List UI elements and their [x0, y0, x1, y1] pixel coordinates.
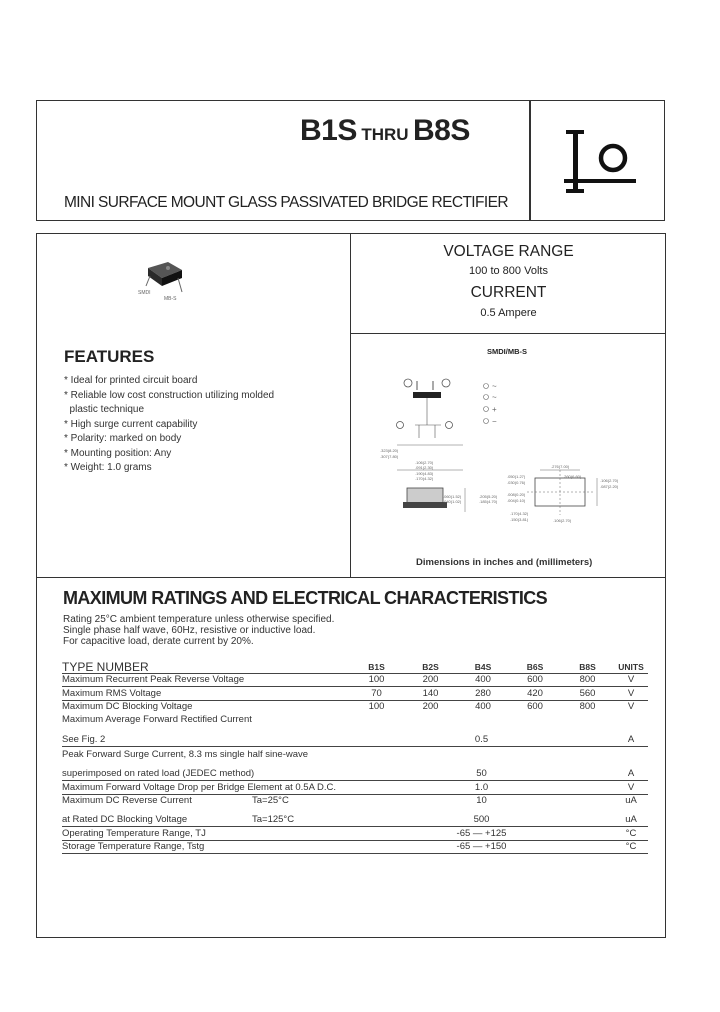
features-list: [64, 374, 274, 476]
table-row: [62, 673, 648, 687]
voltage-range-value: 100 to 800 Volts: [469, 265, 548, 277]
rating-notes: [63, 614, 334, 647]
table-row: [62, 726, 648, 747]
part-end: B8S: [412, 114, 470, 147]
package-label: SMDI/MB-S: [487, 347, 527, 356]
dim-text: .106(2.70): [553, 518, 572, 523]
table-row: [62, 794, 648, 807]
table-row: [62, 746, 648, 761]
dim-text: .323(8.20): [380, 448, 399, 453]
cell: 560: [561, 687, 614, 701]
row-label: Operating Temperature Range, TJ: [62, 827, 349, 841]
dim-text: .040(1.02): [443, 499, 462, 504]
cell: [349, 713, 614, 726]
table-row: [62, 840, 648, 854]
thru-label: THRU: [361, 125, 409, 144]
feature-item: * Reliable low cost construction utilizing molded: [64, 389, 275, 401]
column-header: B1S: [349, 660, 404, 673]
row-label-text: at Rated DC Blocking Voltage: [62, 814, 188, 826]
dim-text: .205(5.20): [479, 494, 498, 499]
column-header: B2S: [404, 660, 457, 673]
cell: 200: [404, 673, 457, 687]
dim-text: .060(1.52): [443, 494, 462, 499]
note-line: For capacitive load, derate current by 20%.: [63, 636, 254, 647]
row-condition: Ta=25°C: [252, 795, 289, 807]
dim-text: .170(4.32): [510, 511, 529, 516]
row-label-text: Maximum DC Reverse Current: [62, 795, 192, 807]
part-start: B1S: [300, 114, 357, 147]
svg-text:MB-S: MB-S: [164, 296, 177, 302]
cell: 600: [509, 673, 561, 687]
dim-text: .050(1.27): [507, 474, 526, 479]
column-header: UNITS: [614, 660, 648, 673]
row-label: Maximum DC Blocking Voltage: [62, 701, 193, 713]
cell: -65 — +125: [349, 827, 614, 841]
row-label: Maximum Recurrent Peak Reverse Voltage: [62, 673, 349, 687]
cell: 50: [349, 761, 614, 781]
feature-item: * Polarity: marked on body: [64, 433, 182, 444]
pin-mark: ~: [492, 382, 497, 391]
cell: 500: [349, 807, 614, 827]
dim-text: .150(3.81): [510, 517, 529, 522]
unit: uA: [625, 795, 637, 807]
table-row: [62, 761, 648, 781]
unit: A: [614, 761, 648, 781]
unit: [614, 746, 648, 761]
row-label: Maximum Forward Voltage Drop per Bridge Element at 0.5A D.C.: [62, 780, 349, 794]
table-row: [62, 687, 648, 701]
divider-horizontal: [36, 577, 666, 578]
dim-text: .190(4.83): [415, 471, 434, 476]
dimension-caption: Dimensions in inches and (millimeters): [416, 557, 593, 568]
note-line: Rating 25°C ambient temperature unless otherwise specified.: [63, 614, 335, 625]
page-subtitle: MINI SURFACE MOUNT GLASS PASSIVATED BRIDGE RECTIFIER: [64, 194, 508, 211]
row-condition: Ta=125°C: [252, 814, 295, 826]
cell: 600: [527, 701, 543, 713]
dim-text: .185(4.70): [479, 499, 498, 504]
table-row: [62, 827, 648, 841]
dim-text: .030(0.76): [507, 480, 526, 485]
cell: -65 — +150: [349, 840, 614, 854]
pin-mark: +: [492, 405, 497, 414]
row-label: [62, 794, 349, 807]
unit: °C: [614, 840, 648, 854]
unit: A: [614, 726, 648, 747]
cell: 800: [561, 673, 614, 687]
cell: 10: [476, 795, 487, 807]
dim-text: .276(7.00): [551, 464, 570, 469]
cell: 100: [349, 673, 404, 687]
table-row: [62, 807, 648, 827]
feature-item: * High surge current capability: [64, 418, 198, 430]
cell: 100: [368, 701, 385, 713]
unit: V: [614, 673, 648, 687]
feature-item: * Ideal for printed circuit board: [64, 375, 198, 386]
pin-mark: ~: [492, 393, 497, 402]
svg-text:SMDI: SMDI: [138, 290, 151, 296]
unit: [614, 713, 648, 726]
row-label: Maximum RMS Voltage: [62, 687, 349, 701]
cell: 0.5: [349, 726, 614, 747]
table-row: [62, 780, 648, 794]
dim-text: .260(6.60): [563, 474, 582, 479]
cell: 70: [349, 687, 404, 701]
cell: 140: [404, 687, 457, 701]
divider-ratings: [350, 333, 666, 334]
voltage-range-label: VOLTAGE RANGE: [443, 243, 574, 260]
logo: [560, 128, 640, 198]
feature-item: plastic technique: [64, 404, 145, 415]
cell: 800: [579, 701, 596, 713]
dim-text: .106(2.70): [415, 460, 434, 465]
dimension-drawing: [375, 370, 645, 530]
cell: 420: [509, 687, 561, 701]
current-label: CURRENT: [470, 284, 547, 301]
dim-text: .170(4.32): [415, 476, 434, 481]
cell: 400: [475, 701, 491, 713]
dim-text: .106(2.70): [600, 478, 619, 483]
feature-item: * Mounting position: Any: [64, 447, 172, 459]
dim-text: .307(7.80): [380, 454, 399, 459]
dim-text: .091(2.30): [415, 465, 434, 470]
table-header: [62, 660, 648, 673]
cell: 400: [457, 673, 509, 687]
row-label: Storage Temperature Range, Tstg: [62, 840, 349, 854]
ratings-table: [62, 660, 648, 854]
unit: V: [614, 780, 648, 794]
row-label: superimposed on rated load (JEDEC method): [62, 761, 349, 781]
column-header: B4S: [457, 660, 509, 673]
unit: V: [614, 687, 648, 701]
row-label: Peak Forward Surge Current, 8.3 ms single half sine-wave: [62, 748, 309, 760]
column-header: B8S: [561, 660, 614, 673]
dim-text: .087(2.20): [600, 484, 619, 489]
feature-item: * Weight: 1.0 grams: [64, 462, 152, 473]
column-header: B6S: [509, 660, 561, 673]
unit: uA: [614, 807, 648, 827]
row-label: See Fig. 2: [62, 726, 349, 747]
row-label: Maximum Average Forward Rectified Current: [62, 713, 252, 725]
row-label: [62, 807, 349, 827]
note-line: Single phase half wave, 60Hz, resistive or inductive load.: [63, 625, 316, 636]
package-image: [138, 252, 186, 302]
cell: 200: [422, 701, 439, 713]
cell: 1.0: [349, 780, 614, 794]
unit: °C: [614, 827, 648, 841]
cell: 280: [457, 687, 509, 701]
dim-text: .004(0.10): [507, 498, 526, 503]
unit: V: [627, 701, 635, 713]
current-value: 0.5 Ampere: [480, 307, 537, 319]
table-row: [62, 713, 648, 726]
part-title: [300, 114, 470, 148]
dim-text: .008(0.20): [507, 492, 526, 497]
section-heading: MAXIMUM RATINGS AND ELECTRICAL CHARACTERISTICS: [63, 588, 548, 608]
pin-mark: −: [492, 417, 497, 426]
table-row: [62, 700, 648, 713]
column-header: TYPE NUMBER: [62, 660, 349, 673]
features-heading: FEATURES: [64, 347, 155, 366]
cell: [349, 746, 614, 761]
